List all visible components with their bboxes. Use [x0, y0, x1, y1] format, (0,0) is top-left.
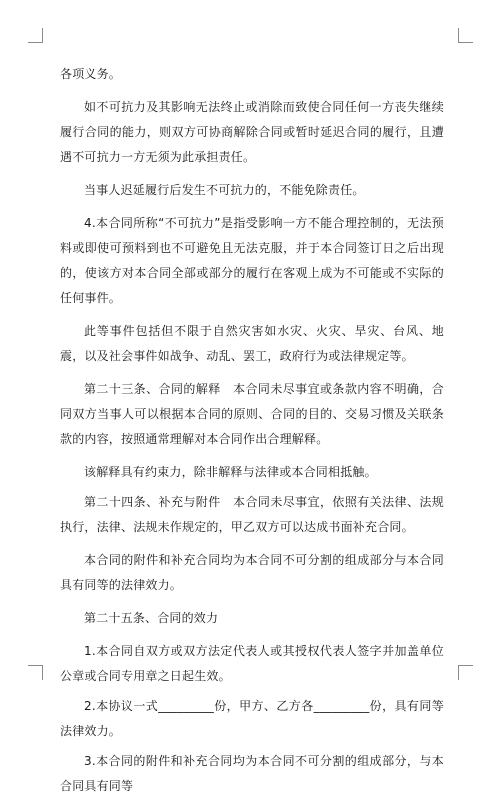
paragraph-force-majeure-definition: 4.本合同所称“不可抗力”是指受影响一方不能合理控制的，无法预料或即使可预料到也不可避免且无法克服，并于本合同签订日之后出现的，使该方对本合同全部或部分的履行在客观上成为不可能或不实际的任何事件。 [60, 216, 444, 305]
crop-mark-top-left [28, 28, 43, 43]
document-body [60, 62, 444, 799]
crop-mark-bottom-left [28, 665, 43, 680]
paragraph-interpretation-binding: 该解释具有约束力，除非解释与法律或本合同相抵触。 [84, 465, 377, 479]
paragraph-attachments-continued: 3.本合同的附件和补充合同均为本合同不可分割的组成部分，与本合同具有同等 [60, 754, 444, 793]
heading-article-25-effectiveness: 第二十五条、合同的效力 [84, 611, 219, 625]
paragraph-effective-date: 1.本合同自双方或双方法定代表人或其授权代表人签字并加盖单位公章或合同专用章之日起生效。 [60, 644, 444, 683]
paragraph-force-majeure-events: 此等事件包括但不限于自然灾害如水灾、火灾、旱灾、台风、地震，以及社会事件如战争、动乱、罢工，政府行为或法律规定等。 [60, 324, 444, 363]
paragraph-article-23-interpretation: 第二十三条、合同的解释 本合同未尽事宜或条款内容不明确，合同双方当事人可以根据本合同的原则、合同的目的、交易习惯及关联条款的内容，按照通常理解对本合同作出合理解释。 [60, 382, 444, 446]
crop-mark-bottom-right [458, 665, 473, 680]
paragraph-obligations-tail: 各项义务。 [60, 67, 122, 81]
paragraph-attachments-effect: 本合同的附件和补充合同均为本合同不可分割的组成部分与本合同具有同等的法律效力。 [60, 553, 444, 592]
paragraph-article-24-supplements: 第二十四条、补充与附件 本合同未尽事宜，依照有关法律、法规执行，法律、法规未作规定的，甲乙双方可以达成书面补充合同。 [60, 495, 444, 534]
crop-mark-top-right [458, 28, 473, 43]
paragraph-force-majeure-termination: 如不可抗力及其影响无法终止或消除而致使合同任何一方丧失继续履行合同的能力，则双方可协商解除合同或暂时延迟合同的履行，且遭遇不可抗力一方无须为此承担责任。 [60, 100, 444, 164]
paragraph-delay-liability: 当事人迟延履行后发生不可抗力的，不能免除责任。 [84, 183, 365, 197]
paragraph-copies: 2.本协议一式_________份，甲方、乙方各_________份，具有同等法律效力。 [60, 699, 444, 738]
